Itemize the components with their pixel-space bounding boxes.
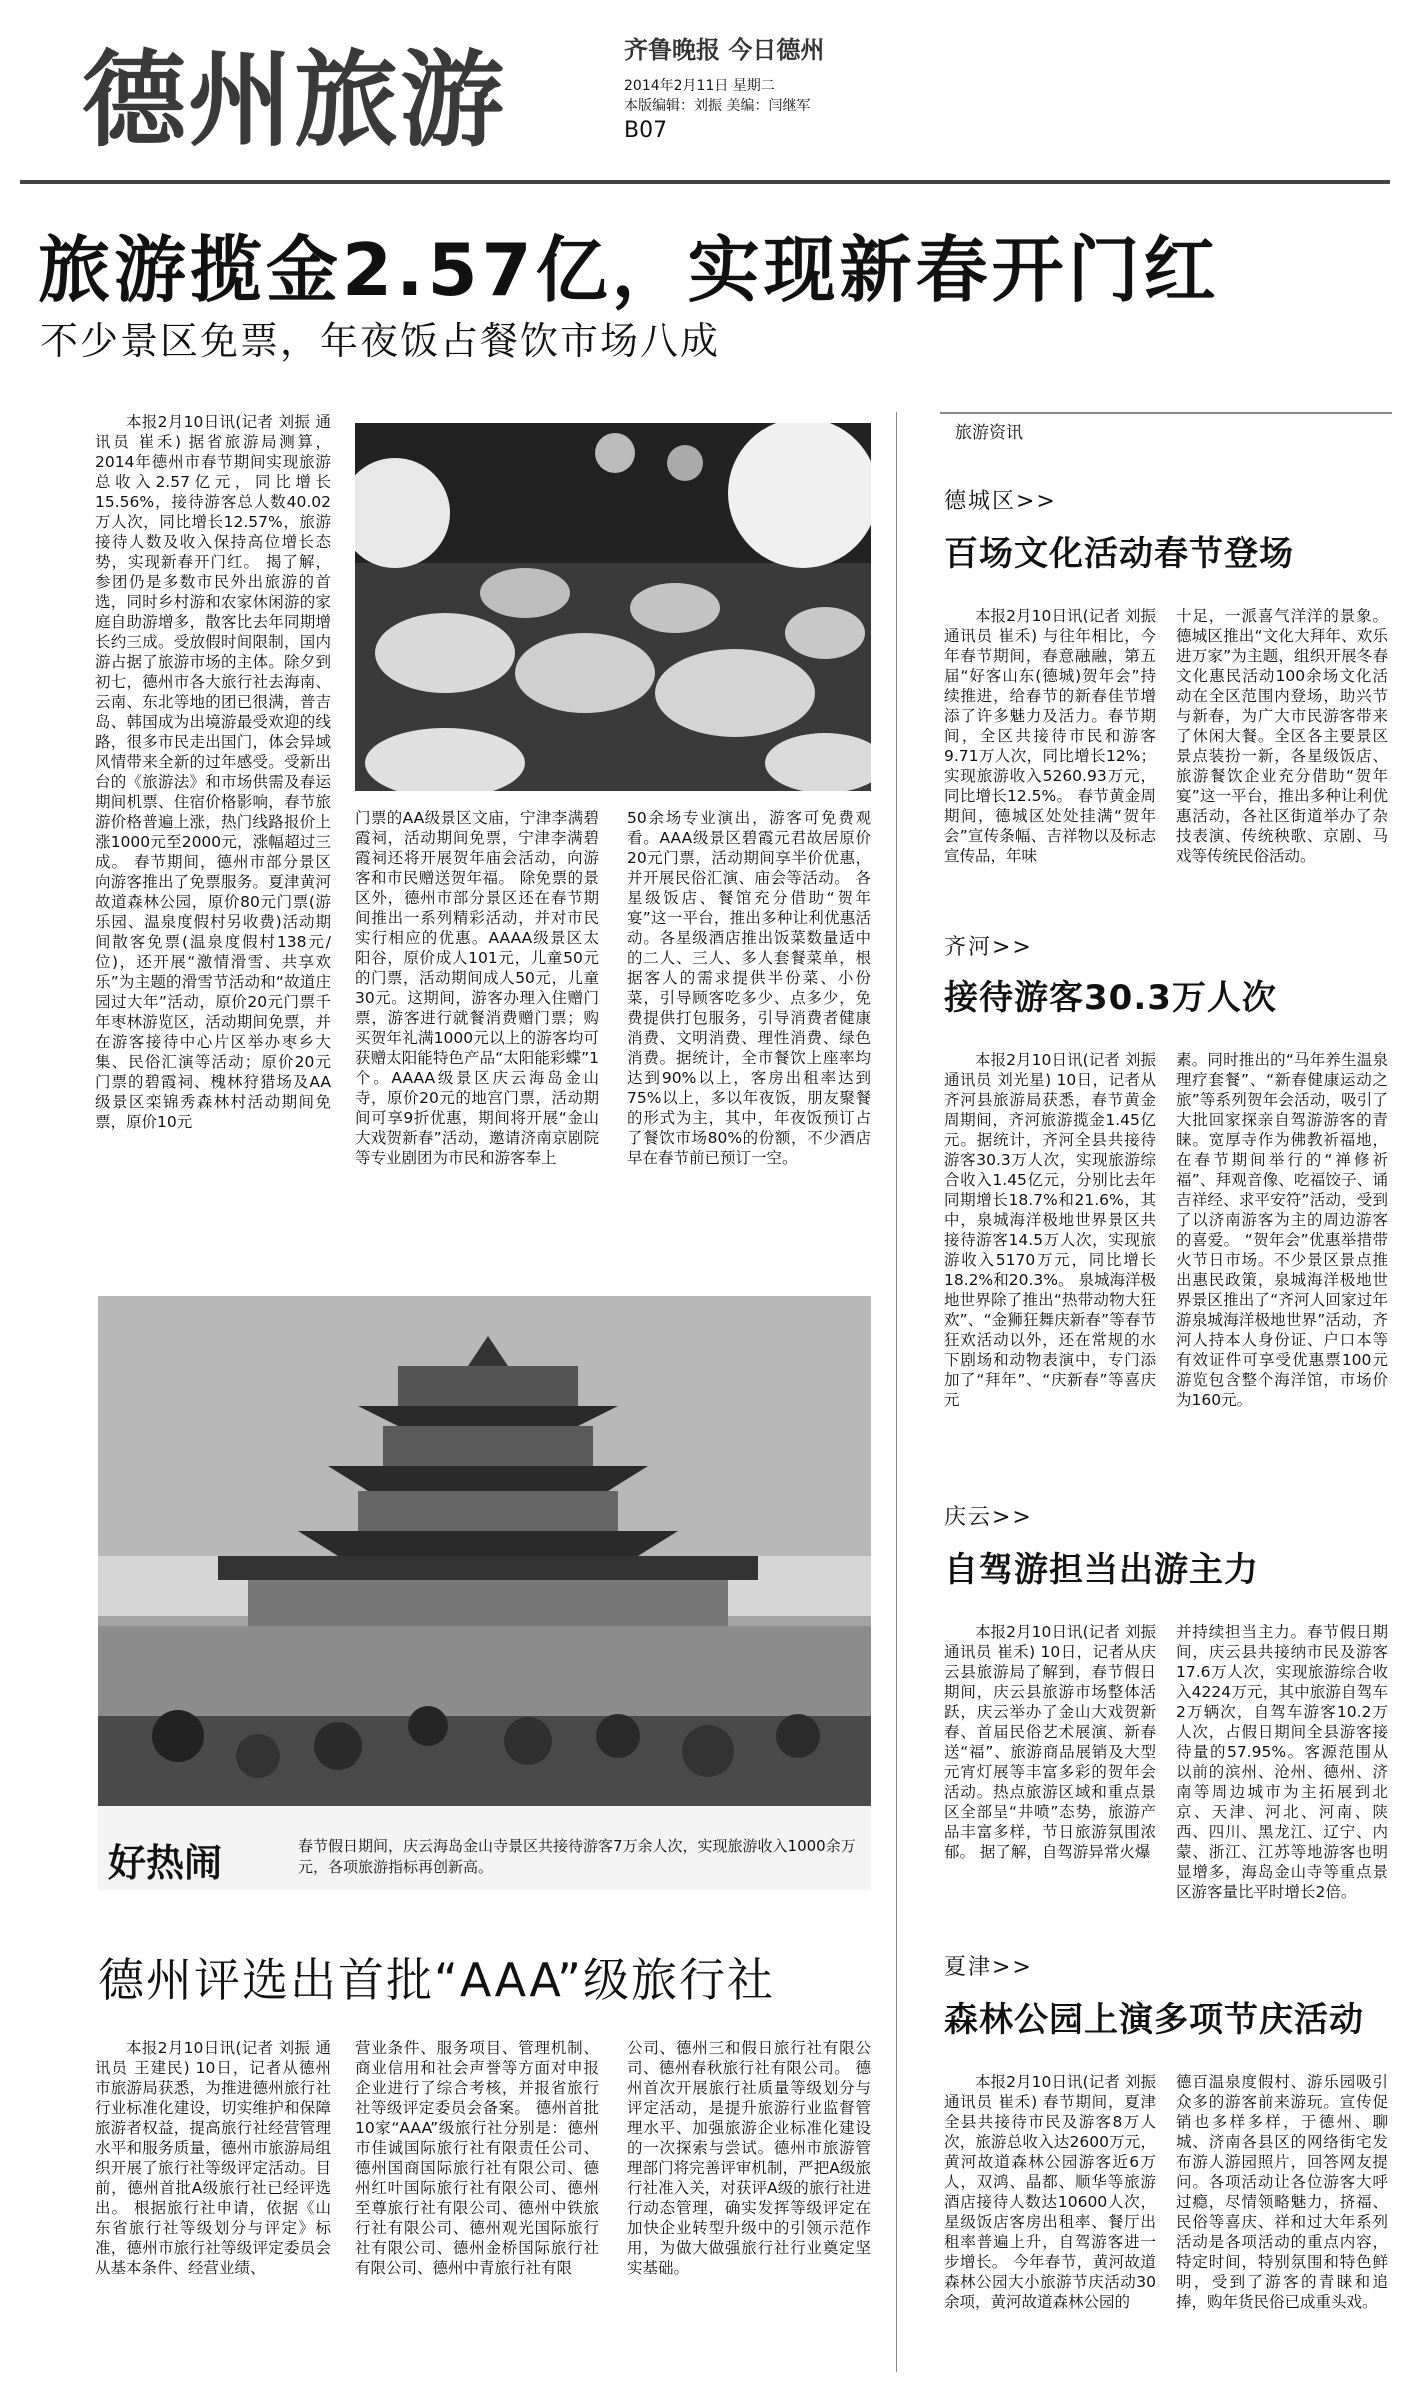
region-label-xiajin: 夏津>> [944,1955,1033,1980]
qingyun-column-1 [944,1622,1156,1922]
region-label-decheng: 德城区>> [944,489,1057,514]
temple-photo [98,1296,871,1890]
lead-text-3: 50余场专业演出，游客可免费观看。AAA级景区碧霞元君故居原价20元门票，活动期间享半价优惠，并开展民俗汇演、庙会等活动。 各星级饭店、餐馆充分借助“贺年宴”这一平台，推出多种让利优惠活动。各星级酒店推出饭菜数量适中的二人、三人、多人套餐菜单，根据客人的需求提供半份菜、小份菜，引导顾客吃多少、点多少，免费提供打包服务，引导消费者健康消费、文明消费、理性消费、绿色消费。据统计，全市餐饮上座率均达到90%以上，客房出租率达到75%以上，多以年夜饭，朋友聚餐的形式为主，其中，年夜饭预订占了餐饮市场80%的份额，不少酒店早在春节前已预订一空。 [627,809,871,1167]
lead-text-2: 门票的AA级景区文庙，宁津李满碧霞祠，活动期间免票，宁津李满碧霞祠还将开展贺年庙会活动，向游客和市民赠送贺年福。 除免票的景区外，德州市部分景区还在春节期间推出一系列精彩活动，并对市民实行相应的优惠。AAAA级景区太阳谷，原价成人101元，儿童50元的门票，活动期间成人50元，儿童30元。这期间，游客办理入住赠门票，游客进行就餐消费赠门票；购买贺年礼满1000元以上的游客均可获赠太阳能特色产品“太阳能彩蝶”1个。AAAA级景区庆云海岛金山寺，原价20元的地宫门票，活动期间可享9折优惠，期间将开展“金山大戏贺新春”活动，邀请济南京剧院等专业剧团为市民和游客奉上 [355,809,599,1167]
qihe-text-2: 素。同时推出的“马年养生温泉理疗套餐”、“新春健康运动之旅”等系列贺年会活动，吸引了大批回家探亲自驾游游客的青睐。宽厚寺作为佛教祈福地，在春节期间举行的“禅修祈福”、拜观音像、吃福饺子、诵吉祥经、求平安符”活动，受到了以济南游客为主的周边游客的喜爱。 “贺年会”优惠举措带火节日市场。不少景区景点推出惠民政策，泉城海洋极地世界景区推出了“齐河人回家过年游泉城海洋极地世界”活动，齐河人持本人身份证、户口本等有效证件可享受优惠票100元游览包含整个海洋馆，市场价为160元。 [1176,1051,1388,1409]
story-title-qihe: 接待游客30.3万人次 [944,978,1277,1018]
masthead-title: 德州旅游 [82,38,507,161]
temple-photo-drawing [98,1296,871,1890]
aaa-headline: 德州评选出首批“AAA”级旅行社 [98,1953,775,2007]
aaa-column-1 [95,2038,331,2368]
decheng-text-1: 本报2月10日讯(记者 刘振 通讯员 崔禾) 与往年相比，今年春节期间，春意融融，第五届“好客山东(德城)贺年会”持续推进，给春节的新春佳节增添了许多魅力及活力。春节期间，全区共接待市民和游客9.71万人次，同比增长12%；实现旅游收入5260.93万元，同比增长12.5%。 春节黄金周期间，德城区处处挂满“贺年会”宣传条幅、吉祥物以及标志宣传品，年味 [944,607,1156,865]
page-editors: 本版编辑：刘振 美编：闫继军 [624,98,811,114]
story-title-xiajin: 森林公园上演多项节庆活动 [944,2000,1364,2040]
aaa-column-3 [627,2038,871,2368]
aaa-text-2: 营业条件、服务项目、管理机制、商业信用和社会声誉等方面对申报企业进行了综合考核，并报省旅行社等级评定委员会备案。 德州首批10家“AAA”级旅行社分别是：德州市佳诚国际旅行社有限责任公司、德州国商国际旅行社有限公司、德州红叶国际旅行社有限公司、德州至尊旅行社有限公司、德州中铁旅行社有限公司、德州观光国际旅行社有限公司、德州金桥国际旅行社有限公司、德州中青旅行社有限 [355,2039,599,2277]
story-title-qingyun: 自驾游担当出游主力 [944,1550,1259,1590]
qingyun-text-1: 本报2月10日讯(记者 刘振 通讯员 崔禾) 10日，记者从庆云县旅游局了解到，春节假日期间，庆云县旅游市场整体活跃，庆云举办了金山大戏贺新春、首届民俗艺术展演、新春送“福”、旅游商品展销及大型元宵灯展等丰富多彩的贺年会活动。热点旅游区域和重点景区全部呈“井喷”态势，旅游产品丰富多样，节日旅游氛围浓郁。 据了解，自驾游异常火爆 [944,1623,1156,1861]
region-label-qihe: 齐河>> [944,935,1033,960]
photo-caption: 春节假日期间，庆云海岛金山寺景区共接待游客7万余人次，实现旅游收入1000余万元，各项旅游指标再创新高。 [298,1837,856,1876]
issue-date: 2014年2月11日 星期二 [624,78,775,94]
aaa-text-3: 公司、德州三和假日旅行社有限公司、德州春秋旅行社有限公司。 德州首次开展旅行社质量等级划分与评定活动，是提升旅游行业监督管理水平、加强旅游企业标准化建设的一次探索与尝试。德州市旅游管理部门将完善评审机制，严把A级旅行社准入关，对获评A级的旅行社进行动态管理，确实发挥等级评定在加快企业转型升级中的引领示范作用，为做大做强旅行社行业奠定坚实基础。 [627,2039,871,2277]
sidebar-divider [896,412,897,2372]
xiajin-text-2: 德百温泉度假村、游乐园吸引众多的游客前来游玩。宣传促销也多样多样，于德州、聊城、济南各县区的网络街宅发布游人游园照片，回答网友提问。各项活动让各位游客大呼过瘾，尽情领略魅力，挤福、民俗等喜庆、祥和过大年系列活动是各项活动的重点内容，特定时间，特别氛围和特色鲜明，受到了游客的青睐和追捧，购年货民俗已成重头戏。 [1176,2073,1388,2311]
lead-headline: 旅游揽金2.57亿，实现新春开门红 [38,228,1220,312]
decheng-column-2 [1176,606,1388,906]
lead-column-2 [355,808,599,1292]
decheng-text-2: 十足，一派喜气洋洋的景象。德城区推出“文化大拜年、欢乐进万家”为主题，组织开展冬春文化惠民活动100余场文化活动在全区范围内登场，助兴节与新春，为广大市民游客带来了休闲大餐。全区各主要景区景点装扮一新，各星级饭店、旅游餐饮企业充分借助“贺年宴”这一平台，推出多种让利优惠活动，各社区街道举办了杂技表演、传统秧歌、京剧、马戏等传统民俗活动。 [1176,607,1388,865]
decheng-column-1 [944,606,1156,906]
masthead-rule [20,180,1390,184]
xiajin-column-2 [1176,2072,1388,2372]
lead-column-1 [95,412,331,1292]
qihe-text-1: 本报2月10日讯(记者 刘振 通讯员 刘光星) 10日，记者从齐河县旅游局获悉，春节黄金周期间，齐河旅游揽金1.45亿元。据统计，齐河全县共接待游客30.3万人次，实现旅游综合收入1.45亿元，分别比去年同期增长18.7%和21.6%，其中，泉城海洋极地世界景区共接待游客14.5万人次，实现旅游收入5170万元，同比增长18.2%和20.3%。 泉城海洋极地世界除了推出“热带动物大狂欢”、“金狮狂舞庆新春”等春节狂欢活动以外，还在常规的水下剧场和动物表演中，专门添加了“拜年”、“庆新春”等喜庆元 [944,1051,1156,1409]
page-number: B07 [624,118,668,143]
qihe-column-1 [944,1050,1156,1450]
story-title-decheng: 百场文化活动春节登场 [944,534,1294,574]
qingyun-column-2 [1176,1622,1388,1922]
qihe-column-2 [1176,1050,1388,1450]
lead-column-3 [627,808,871,1292]
newspaper-brand: 齐鲁晚报 今日德州 [624,35,825,64]
sidebar-tag-rule [940,412,1392,414]
qingyun-text-2: 并持续担当主力。春节假日期间，庆云县共接纳市民及游客17.6万人次，实现旅游综合收入4224万元，其中旅游自驾车2万辆次，自驾车游客10.2万人次，占假日期间全县游客接待量的57.95%。客源范围从以前的滨州、沧州、德州、济南等周边城市为主拓展到北京、天津、河北、河南、陕西、四川、黑龙江、辽宁、内蒙、浙江、江苏等地游客也明显增多，海岛金山寺等重点景区游客量比平时增长2倍。 [1176,1623,1388,1901]
sidebar-tag: 旅游资讯 [955,423,1023,443]
banquet-photo-drawing [355,423,871,791]
lead-subhead: 不少景区免票，年夜饭占餐饮市场八成 [40,319,721,363]
xiajin-column-1 [944,2072,1156,2372]
xiajin-text-1: 本报2月10日讯(记者 刘振 通讯员 崔禾) 春节期间，夏津全县共接待市民及游客8万人次，旅游总收入达2600万元，黄河故道森林公园游客近6万人，双鸿、晶都、顺华等旅游酒店接待人数达10600人次，星级饭店客房出租率、餐厅出租率普遍上升，自驾游客进一步增长。 今年春节，黄河故道森林公园大小旅游节庆活动30余项，黄河故道森林公园的 [944,2073,1156,2311]
lead-text-1: 本报2月10日讯(记者 刘振 通讯员 崔禾) 据省旅游局测算，2014年德州市春节期间实现旅游总收入2.57亿元，同比增长15.56%，接待游客总人数40.02万人次，同比增长12.57%，旅游接待人数及收入保持高位增长态势，实现新春开门红。 揭了解，参团仍是多数市民外出旅游的首选，同时乡村游和农家休闲游的家庭自助游增多，散客比去年同期增长约三成。受放假时间限制，国内游占据了旅游市场的主体。除夕到初七，德州市各大旅行社去海南、云南、东北等地的团已很满，普吉岛、韩国成为出境游最受欢迎的线路，很多市民走出国门，体会异域风情带来全新的过年感受。受新出台的《旅游法》和市场供需及春运期间机票、住宿价格影响，春节旅游价格普遍上涨，热门线路报价上涨1000元至2000元，涨幅超过三成。 春节期间，德州市部分景区向游客推出了免票服务。夏津黄河故道森林公园，原价80元门票(游乐园、温泉度假村另收费)活动期间散客免票(温泉度假村138元/位)，还开展“激情滑雪、共享欢乐”为主题的滑雪节活动和“故道庄园过大年”活动，原价20元门票千年枣林游览区，活动期间免票，并在游客接待中心片区举办枣乡大集、民俗汇演等活动；原价20元门票的碧霞祠、槐林狩猎场及AA级景区栾锦秀森林村活动期间免票，原价10元 [95,413,331,1131]
aaa-column-2 [355,2038,599,2368]
aaa-text-1: 本报2月10日讯(记者 刘振 通讯员 王建民) 10日，记者从德州市旅游局获悉，为推进德州旅行社行业标准化建设，切实维护和保障旅游者权益，提高旅行社经营管理水平和服务质量，德州市旅游局组织开展了旅行社等级评定活动。目前，德州首批A级旅行社已经评选出。 根据旅行社申请，依据《山东省旅行社等级划分与评定》标准，德州市旅行社等级评定委员会从基本条件、经营业绩、 [95,2039,331,2277]
photo-label: 好热闹 [108,1841,223,1885]
region-label-qingyun: 庆云>> [944,1505,1033,1530]
banquet-photo [355,423,871,791]
